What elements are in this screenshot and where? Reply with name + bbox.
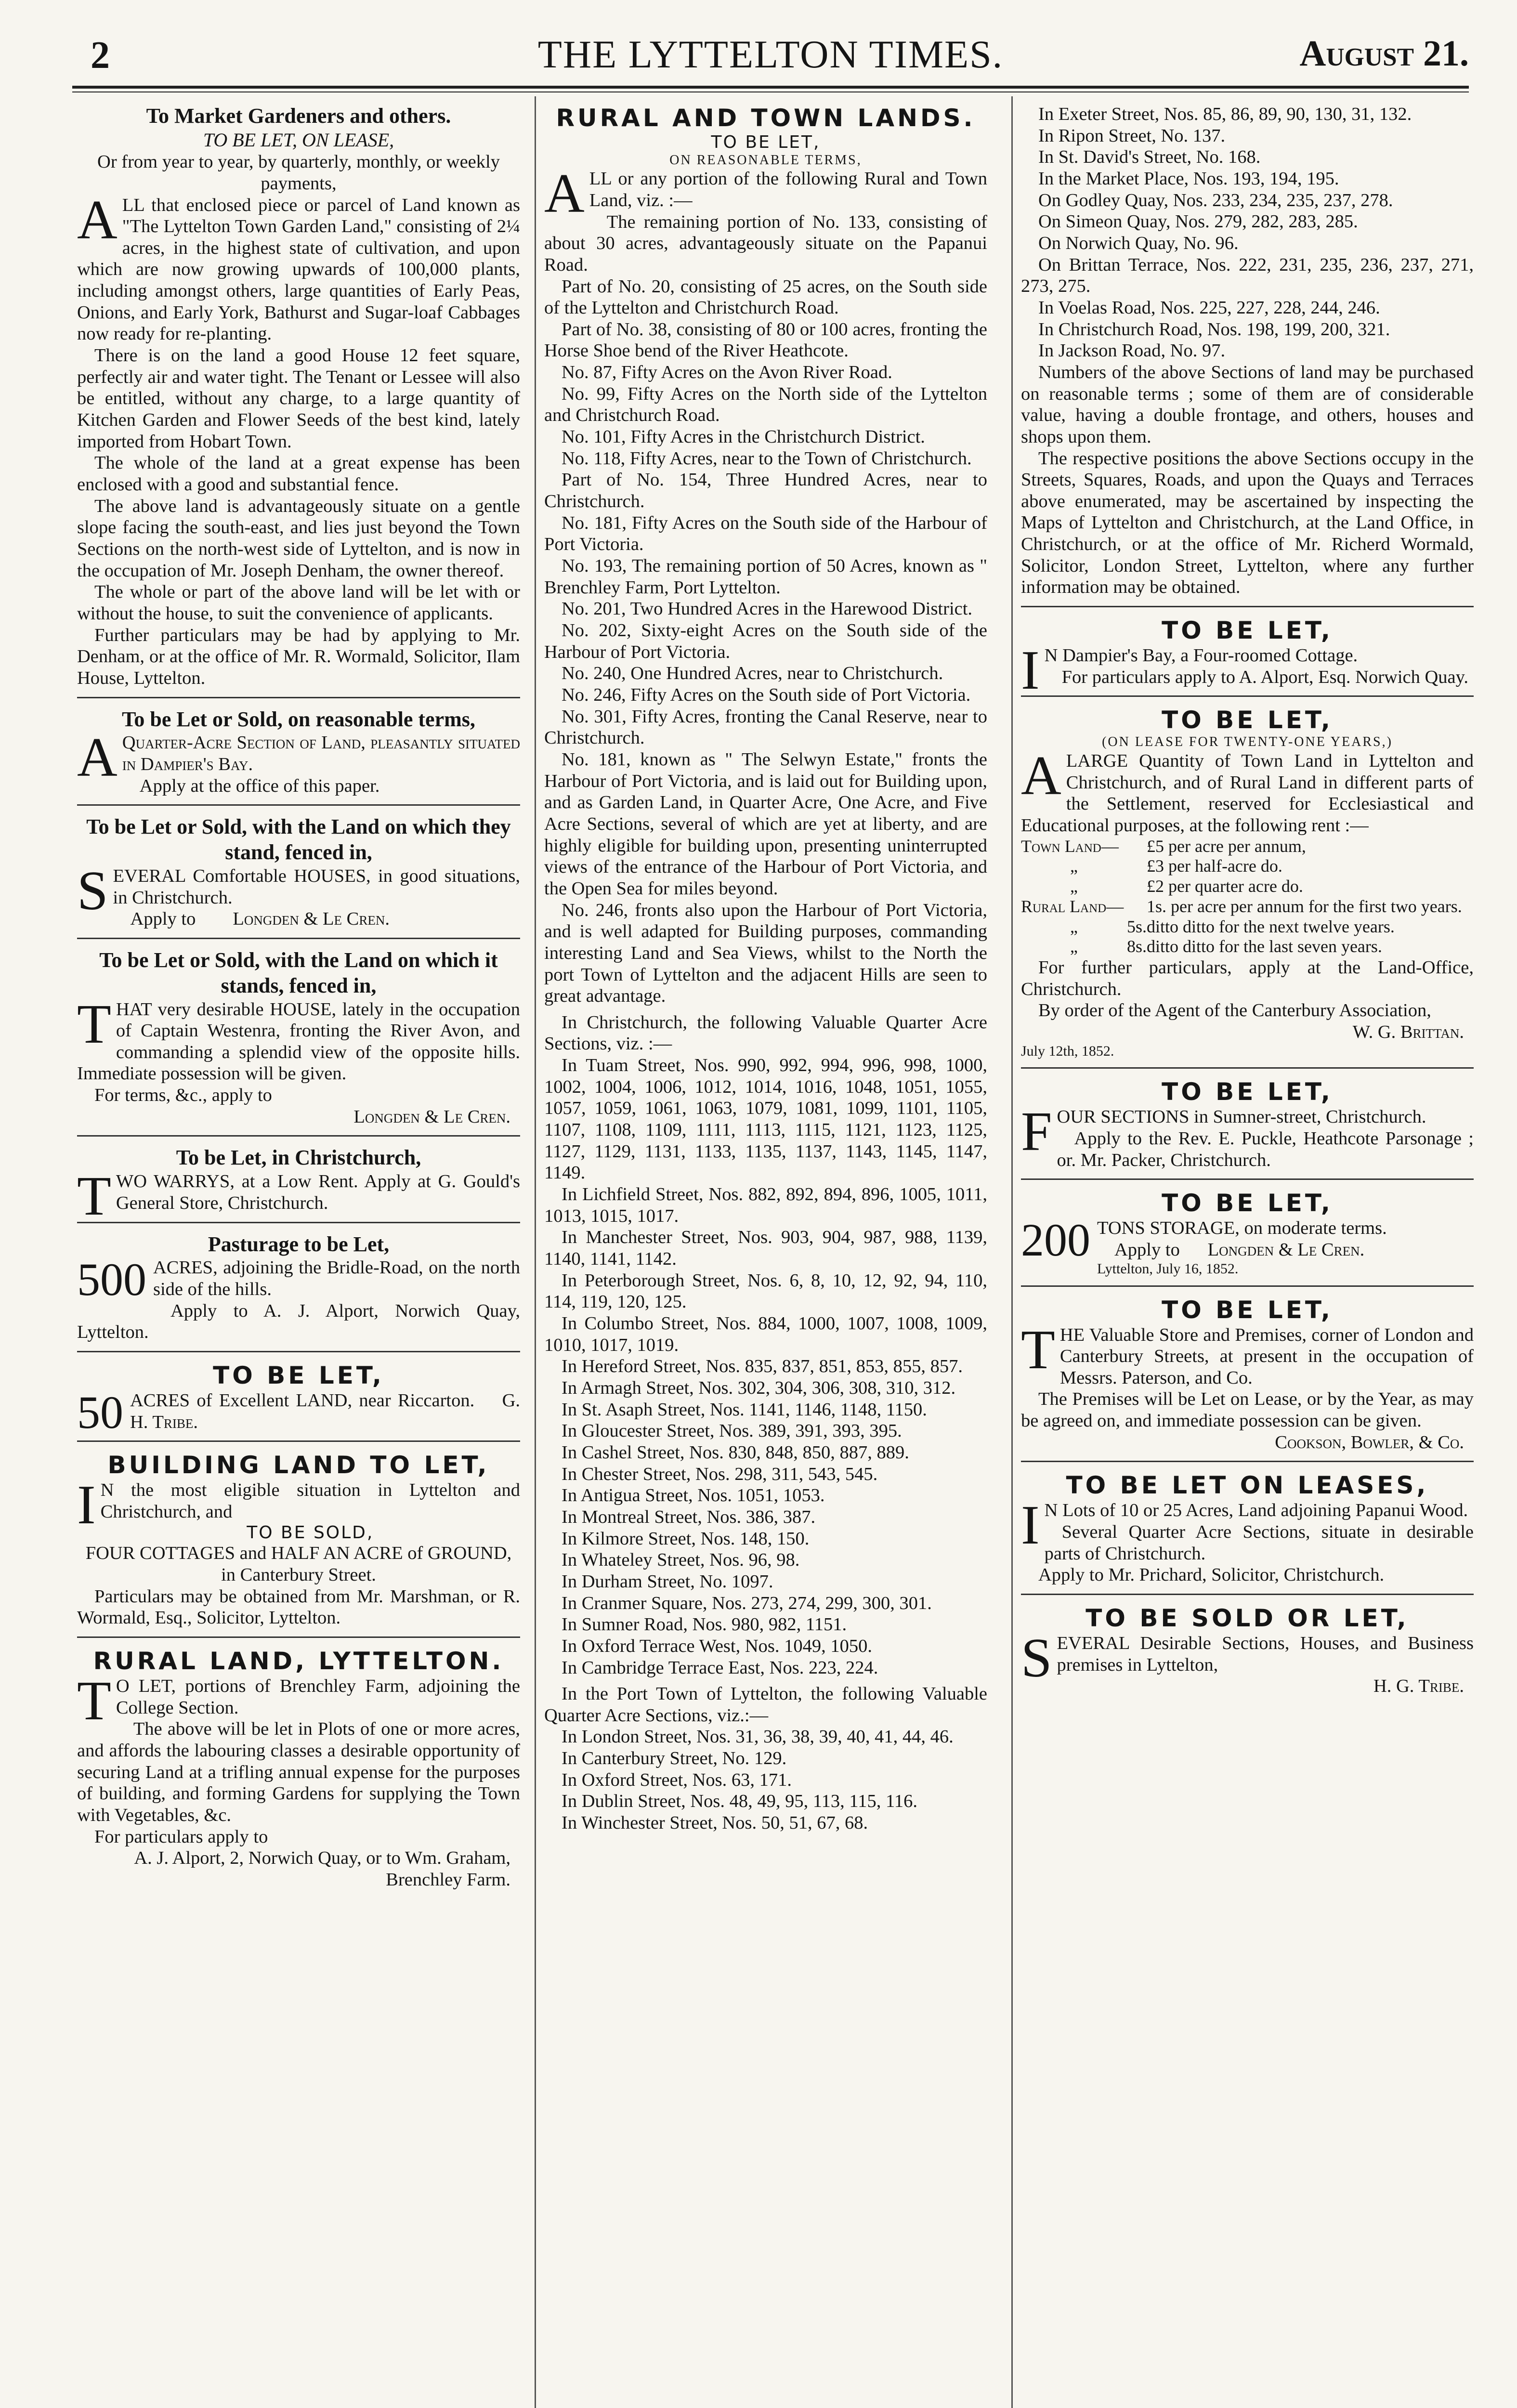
rent-table <box>1021 837 1474 957</box>
ad-body: For terms, &c., apply to <box>94 1085 272 1106</box>
list-item: Part of No. 38, consisting of 80 or 100 acres, fronting the Horse Shoe bend of the River Heathcote. <box>544 319 987 361</box>
list-item: In Lichfield Street, Nos. 882, 892, 894, 896, 1005, 1011, 1013, 1015, 1017. <box>544 1184 987 1226</box>
column-3 <box>1021 99 1474 2408</box>
ad-heading: To be Let or Sold, on reasonable terms, <box>122 707 475 731</box>
drop-cap: A <box>77 189 118 251</box>
list-item: In Winchester Street, Nos. 50, 51, 67, 68. <box>562 1813 868 1833</box>
big-number: 50 <box>77 1386 123 1438</box>
ad-body: T O LET, portions of Brenchley Farm, adjoining the College Section. <box>77 1670 520 1732</box>
list-item: In St. Asaph Street, Nos. 1141, 1146, 1148, 1150. <box>562 1399 927 1420</box>
list-item: In Montreal Street, Nos. 386, 387. <box>562 1506 816 1527</box>
list-item: In Oxford Street, Nos. 63, 171. <box>562 1769 792 1790</box>
ad-pasturage <box>77 1227 520 1352</box>
ad-body: Several Quarter Acre Sections, situate in desirable parts of Christchurch. <box>1044 1522 1474 1564</box>
list-item: In the Market Place, Nos. 193, 194, 195. <box>1038 168 1339 189</box>
ad-heading: To be Let or Sold, with the Land on which it stands, fenced in, <box>99 948 498 997</box>
ad-body: ALL that enclosed piece or parcel of Land known as "The Lyttelton Town Garden Land," consisting of 2¼ acres, in the highest state of cultivation, and upon which are now growing upwards of 100,000 plants, including amongst others, large quantities of Early Peas, Onions, and Early York, Bathurst and Sugar-loaf Cabbages now ready for re-planting. <box>77 189 520 344</box>
ad-body: The respective positions the above Sections occupy in the Streets, Squares, Roads, and upon the Quays and Terraces above enumerated, may be ascertained by inspecting the Maps of Lyttelton and Christchurch, at the Land Office, in Christchurch, or at the office of Mr. Richerd Wormald, Solicitor, London Street, Lyttelton, where any further information may be obtained. <box>1021 448 1474 598</box>
ad-heading: To be Let, in Christchurch, <box>176 1146 421 1170</box>
christchurch-intro: In Christchurch, the following Valuable Quarter Acre Sections, viz. :— <box>544 1012 987 1054</box>
ad-heading: To be Let or Sold, with the Land on which they stand, fenced in, <box>86 815 511 864</box>
ad-heading: To Market Gardeners and others. <box>146 104 451 128</box>
ad-body: There is on the land a good House 12 feet square, perfectly air and water tight. The Tenant or Lessee will also be entitled, without any charge, to a large quantity of Kitchen Garden and Flower Seeds of the best kind, lately imported from Hobart Town. <box>77 345 520 452</box>
list-item: In Jackson Road, No. 97. <box>1038 340 1226 361</box>
ad-fifty-acres <box>77 1356 520 1442</box>
ad-body: I N Lots of 10 or 25 Acres, Land adjoining Papanui Wood. <box>1021 1494 1468 1557</box>
ad-desirable-house <box>77 943 520 1137</box>
rent-row: Rural Land— 1s. per acre per annum for the first two years. <box>1021 896 1462 916</box>
drop-cap: A <box>1021 745 1061 807</box>
drop-cap: T <box>1021 1319 1055 1381</box>
ad-subheading: TO BE SOLD, <box>247 1522 374 1543</box>
ad-heading: TO BE LET, <box>1162 1078 1333 1106</box>
list-item: In Christchurch Road, Nos. 198, 199, 200, 321. <box>1038 319 1390 340</box>
list-item: In Hereford Street, Nos. 835, 837, 851, 853, 855, 857. <box>562 1356 963 1377</box>
list-item: No. 301, Fifty Acres, fronting the Canal Reserve, near to Christchurch. <box>544 706 987 748</box>
list-item: In Whateley Street, Nos. 96, 98. <box>562 1550 800 1570</box>
ad-subheading: (ON LEASE FOR TWENTY-ONE YEARS,) <box>1102 734 1393 750</box>
ad-body: Numbers of the above Sections of land may be purchased on reasonable terms ; some of them are of considerable value, having a double frontage, and others, houses and shops upon them. <box>1021 362 1474 447</box>
list-item: No. 202, Sixty-eight Acres on the South side of the Harbour of Port Victoria. <box>544 620 987 662</box>
list-item: In Kilmore Street, Nos. 148, 150. <box>562 1528 810 1549</box>
column-rule <box>535 96 536 2408</box>
drop-cap: T <box>77 1165 111 1228</box>
drop-cap: S <box>77 860 108 922</box>
column-2 <box>544 99 987 2408</box>
list-item: No. 193, The remaining portion of 50 Acres, known as " Brenchley Farm, Port Lyttelton. <box>544 556 987 598</box>
list-item: No. 246, fronts also upon the Harbour of Port Victoria, and is well adapted for Building purposes, commanding interesting Land and Sea Views, whilst to the North the port Town of Lyttelton and the adjacent Hills are seen to great advantage. <box>544 900 987 1007</box>
ad-sections-continued <box>1021 99 1474 607</box>
ad-body: I N Dampier's Bay, a Four-roomed Cottage. <box>1021 640 1358 702</box>
list-item: In Cashel Street, Nos. 830, 848, 850, 887, 889. <box>562 1442 909 1463</box>
list-item: No. 181, Fifty Acres on the South side of the Harbour of Port Victoria. <box>544 512 987 555</box>
ad-body: The above will be let in Plots of one or more acres, and affords the labouring classes a desirable opportunity of securing Land at a trifling annual expense for the purposes of building, and forming Gardens for supplying the Town with Vegetables, &c. <box>77 1719 520 1825</box>
ad-dateline: Lyttelton, July 16, 1852. <box>1097 1260 1239 1277</box>
list-item: Part of No. 154, Three Hundred Acres, near to Christchurch. <box>544 470 987 512</box>
list-item: No. 181, known as " The Selwyn Estate," fronts the Harbour of Port Victoria, and is laid out for Building upon, and as Garden Land, in Quarter Acre, One Acre, and Five Acre Sections, several of which are yet at liberty, and are highly eligible for building upon, presenting uninterrupted views of the entrance of the Harbour of Port Victoria, and the Open Sea for miles beyond. <box>544 749 987 899</box>
drop-cap: I <box>1021 1494 1040 1557</box>
rent-row: „ £3 per half-acre do. <box>1070 856 1282 876</box>
ad-heading: TO BE LET ON LEASES, <box>1066 1471 1429 1500</box>
rent-row: „ 5s. ditto ditto for the next twelve years. <box>1070 916 1395 936</box>
ad-body: Apply to A. J. Alport, Norwich Quay, Lyttelton. <box>77 1300 520 1343</box>
ad-rural-land-lyttelton <box>77 1642 520 1898</box>
list-item: In Oxford Terrace West, Nos. 1049, 1050. <box>562 1636 873 1656</box>
list-item: On Norwich Quay, No. 96. <box>1038 233 1239 253</box>
ad-body: I N the most eligible situation in Lyttelton and Christchurch, and <box>77 1474 520 1536</box>
list-item: In Voelas Road, Nos. 225, 227, 228, 244, 246. <box>1038 297 1380 318</box>
list-item: No. 87, Fifty Acres on the Avon River Road. <box>562 362 892 383</box>
list-item: No. 246, Fifty Acres on the South side of Port Victoria. <box>562 684 971 705</box>
drop-cap: T <box>77 1670 111 1732</box>
ad-subheading: TO BE LET, ON LEASE, <box>203 129 394 151</box>
column-rule <box>1011 96 1013 2408</box>
drop-cap: T <box>77 993 111 1055</box>
list-item: In Cambridge Terrace East, Nos. 223, 224. <box>562 1657 878 1678</box>
list-item: In Canterbury Street, No. 129. <box>562 1748 787 1769</box>
ad-body: THE Valuable Store and Premises, corner of London and Canterbury Streets, at present in the occupation of Messrs. Paterson, and Co. <box>1021 1319 1474 1388</box>
ad-building-land <box>77 1446 520 1638</box>
ad-body: 200 TONS STORAGE, on moderate terms. <box>1021 1214 1387 1266</box>
ad-apply: Apply to Longden & Le Cren. <box>1114 1240 1365 1260</box>
list-item: In Exeter Street, Nos. 85, 86, 89, 90, 130, 31, 132. <box>1038 104 1412 124</box>
ad-body: SEVERAL Desirable Sections, Houses, and Business premises in Lyttelton, <box>1021 1627 1474 1689</box>
ad-body: Further particulars may be had by applying to Mr. Denham, or at the office of Mr. R. Wormald, Solicitor, Ilam House, Lyttelton. <box>77 625 520 688</box>
list-item: In Cranmer Square, Nos. 273, 274, 299, 300, 301. <box>562 1593 932 1613</box>
ad-intro: Or from year to year, by quarterly, monthly, or weekly payments, <box>97 152 500 194</box>
ad-heading: TO BE LET, <box>213 1361 384 1389</box>
ad-body: For further particulars, apply at the Land-Office, Christchurch. <box>1021 957 1474 999</box>
drop-cap: I <box>77 1474 96 1536</box>
ad-let-on-leases <box>1021 1466 1474 1595</box>
ad-body: A Quarter-Acre Section of Land, pleasantly situated in Dampier's Bay. <box>77 727 520 789</box>
ad-body: For particulars apply to <box>94 1826 268 1847</box>
ad-agent: H. G. Tribe. <box>1373 1676 1464 1697</box>
list-item: No. 101, Fifty Acres in the Christchurch District. <box>562 427 925 447</box>
list-item: In Manchester Street, Nos. 903, 904, 987, 988, 1139, 1140, 1141, 1142. <box>544 1227 987 1269</box>
big-number: 500 <box>77 1254 146 1306</box>
ad-body: A. J. Alport, 2, Norwich Quay, or to Wm. Graham, Brenchley Farm. <box>134 1848 510 1890</box>
drop-cap: S <box>1021 1627 1052 1689</box>
masthead-rule <box>72 86 1469 89</box>
ad-subheading: TO BE LET, <box>711 132 821 152</box>
list-item: In Ripon Street, No. 137. <box>1038 125 1226 146</box>
rural-sections-list <box>544 211 987 1007</box>
masthead <box>72 29 1469 87</box>
ad-body: Apply to the Rev. E. Puckle, Heathcote Parsonage ; or. Mr. Packer, Christchurch. <box>1057 1128 1474 1170</box>
rent-row: „ 8s. ditto ditto for the last seven years. <box>1070 937 1382 956</box>
ad-heading: RURAL LAND, LYTTELTON. <box>93 1647 504 1675</box>
ad-heading: TO BE LET, <box>1162 616 1333 645</box>
ad-heading: BUILDING LAND TO LET, <box>107 1451 490 1479</box>
ad-body: Particulars may be obtained from Mr. Marshman, or R. Wormald, Esq., Solicitor, Lyttelton. <box>77 1586 520 1628</box>
drop-cap: A <box>77 727 118 789</box>
list-item: On Simeon Quay, Nos. 279, 282, 283, 285. <box>1038 211 1358 232</box>
ad-body: THAT very desirable HOUSE, lately in the occupation of Captain Westenra, fronting the River Avon, and commanding a splendid view of the opposite hills. Immediate possession will be given. <box>77 993 520 1084</box>
ad-body: The whole or part of the above land will be let with or without the house, to suit the convenience of applicants. <box>77 582 520 624</box>
list-item: In Chester Street, Nos. 298, 311, 543, 545. <box>562 1464 878 1484</box>
list-item: No. 118, Fifty Acres, near to the Town of Christchurch. <box>562 448 972 469</box>
list-item: Part of No. 20, consisting of 25 acres, on the South side of the Lyttelton and Christchurch Road. <box>544 276 987 318</box>
ad-storage <box>1021 1184 1474 1286</box>
ad-sumner-street <box>1021 1073 1474 1180</box>
ad-body: FOUR SECTIONS in Sumner-street, Christchurch. <box>1021 1101 1426 1163</box>
big-number: 200 <box>1021 1214 1090 1266</box>
ad-rural-town-lands <box>544 99 987 1842</box>
list-item: In Durham Street, No. 1097. <box>562 1571 773 1592</box>
list-item: The remaining portion of No. 133, consisting of about 30 acres, advantageously situate on the Papanui Road. <box>544 211 987 275</box>
ad-body: By order of the Agent of the Canterbury Association, <box>1038 1000 1431 1021</box>
ad-body: Apply to Mr. Prichard, Solicitor, Christchurch. <box>1038 1565 1385 1585</box>
ad-body: Apply at the office of this paper. <box>139 775 380 796</box>
drop-cap: F <box>1021 1101 1052 1163</box>
ad-body: ALL or any portion of the following Rural and Town Land, viz. :— <box>544 163 987 225</box>
ad-terms: ON REASONABLE TERMS, <box>669 152 862 168</box>
christchurch-sections-list <box>544 1055 987 1678</box>
ad-comfortable-houses <box>77 810 520 939</box>
ad-signer: W. G. Brittan. <box>1352 1021 1464 1042</box>
ad-agent: Cookson, Bowler, & Co. <box>1275 1432 1464 1453</box>
list-item: On Brittan Terrace, Nos. 222, 231, 235, 236, 237, 271, 273, 275. <box>1021 254 1474 297</box>
ad-body: SEVERAL Comfortable HOUSES, in good situations, in Christchurch. <box>77 860 520 922</box>
ad-quarter-acre <box>77 702 520 806</box>
ad-dateline: July 12th, 1852. <box>1021 1043 1114 1059</box>
ad-body: The Premises will be Let on Lease, or by the Year, as may be agreed on, and immediate possession can be given. <box>1021 1389 1474 1431</box>
list-item: In Dublin Street, Nos. 48, 49, 95, 113, 115, 116. <box>562 1791 917 1812</box>
rent-row: „ £2 per quarter acre do. <box>1070 877 1303 896</box>
ad-valuable-store <box>1021 1291 1474 1463</box>
ad-heading: Pasturage to be Let, <box>208 1232 390 1256</box>
column-1 <box>77 99 520 2408</box>
newspaper-title: THE LYTTELTON TIMES. <box>537 32 1004 76</box>
ad-body: The above land is advantageously situate on a gentle slope facing the south-east, and lies just beyond the Town Sections on the north-west side of Lyttelton, and is now in the occupation of Mr. Joseph Denham, the owner thereof. <box>77 496 520 581</box>
list-item: In St. David's Street, No. 168. <box>1038 147 1261 168</box>
list-item: In Gloucester Street, Nos. 389, 391, 393, 395. <box>562 1421 902 1441</box>
port-sections-list <box>544 1726 987 1833</box>
list-item: On Godley Quay, Nos. 233, 234, 235, 237, 278. <box>1038 190 1393 210</box>
ad-body: 50 ACRES of Excellent LAND, near Riccarton. G. H. Tribe. <box>77 1386 520 1438</box>
ad-heading: TO BE LET, <box>1162 1189 1333 1217</box>
ad-two-warrys <box>77 1140 520 1228</box>
ad-body: The whole of the land at a great expense has been enclosed with a good and substantial fence. <box>77 453 520 495</box>
ad-dampier-cottage <box>1021 611 1474 702</box>
ad-body: ALARGE Quantity of Town Land in Lyttelton and Christchurch, and of Rural Land in different parts of the Settlement, reserved for Ecclesiastical and Educational purposes, at the following rent :— <box>1021 745 1474 836</box>
ad-apply: Apply to Longden & Le Cren. <box>130 909 390 929</box>
list-item: In Tuam Street, Nos. 990, 992, 994, 996, 998, 1000, 1002, 1004, 1006, 1012, 1014, 1016, 1048, 1051, 1055, 1057, 1059, 1061, 1063, 1079, 1081, 1099, 1101, 1105, 1107, 1108, 1109, 1111, 1113, 1115, 1121, 1123, 1125, 1127, 1129, 1131, 1133, 1135, 1137, 1143, 1145, 1147, 1149. <box>544 1055 987 1183</box>
page-number: 2 <box>91 34 110 77</box>
list-item: In Antigua Street, Nos. 1051, 1053. <box>562 1485 825 1506</box>
ad-market-gardeners <box>77 99 520 698</box>
ad-heading: TO BE LET, <box>1162 706 1333 734</box>
drop-cap: A <box>544 163 585 225</box>
ad-heading: TO BE LET, <box>1162 1296 1333 1324</box>
ad-body: TWO WARRYS, at a Low Rent. Apply at G. Gould's General Store, Christchurch. <box>77 1165 520 1228</box>
ad-heading: TO BE SOLD OR LET, <box>1085 1604 1409 1633</box>
issue-date: August 21. <box>1299 33 1469 74</box>
ad-heading: RURAL AND TOWN LANDS. <box>556 104 976 132</box>
list-item: In London Street, Nos. 31, 36, 38, 39, 40, 41, 44, 46. <box>562 1727 954 1747</box>
list-item: In Armagh Street, Nos. 302, 304, 306, 308, 310, 312. <box>562 1377 956 1398</box>
list-item: No. 240, One Hundred Acres, near to Christchurch. <box>562 663 943 684</box>
port-intro: In the Port Town of Lyttelton, the following Valuable Quarter Acre Sections, viz.:— <box>544 1684 987 1726</box>
list-item: No. 201, Two Hundred Acres in the Harewood District. <box>562 599 973 619</box>
ad-body: FOUR COTTAGES and HALF AN ACRE of GROUND, in Canterbury Street. <box>85 1543 512 1585</box>
ad-agent: Longden & Le Cren. <box>353 1106 510 1127</box>
port-sections-list-continued <box>1021 104 1474 362</box>
list-item: In Peterborough Street, Nos. 6, 8, 10, 12, 92, 94, 110, 114, 119, 120, 125. <box>544 1270 987 1312</box>
ad-body: 500 ACRES, adjoining the Bridle-Road, on the north side of the hills. <box>77 1254 520 1306</box>
ad-body: For particulars apply to A. Alport, Esq. Norwich Quay. <box>1061 667 1469 687</box>
ad-sold-or-let <box>1021 1599 1474 1705</box>
list-item: In Sumner Road, Nos. 980, 982, 1151. <box>562 1614 847 1635</box>
list-item: In Columbo Street, Nos. 884, 1000, 1007, 1008, 1009, 1010, 1017, 1019. <box>544 1313 987 1355</box>
ad-lease-town-land <box>1021 701 1474 1069</box>
rent-row: Town Land— £5 per acre per annum, <box>1021 836 1306 856</box>
drop-cap: I <box>1021 640 1040 702</box>
list-item: No. 99, Fifty Acres on the North side of the Lyttelton and Christchurch Road. <box>544 383 987 426</box>
